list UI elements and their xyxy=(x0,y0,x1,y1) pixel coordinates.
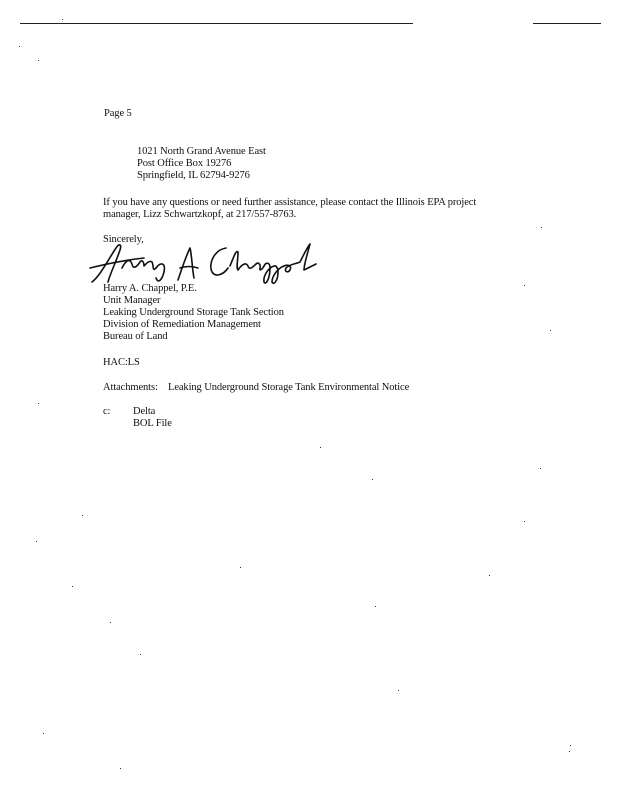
signatory-title: Unit Manager xyxy=(103,295,161,306)
scan-speck xyxy=(540,468,541,469)
attachments-label: Attachments: xyxy=(103,382,158,393)
scan-speck xyxy=(19,46,20,47)
scan-speck xyxy=(489,575,490,576)
scan-speck xyxy=(541,227,542,228)
scan-speck xyxy=(569,751,570,752)
signatory-division: Division of Remediation Management xyxy=(103,319,261,330)
scan-speck xyxy=(375,606,376,607)
signatory-name: Harry A. Chappel, P.E. xyxy=(103,283,197,294)
scan-speck xyxy=(372,479,373,480)
body-paragraph-line: If you have any questions or need further assistance, please contact the Illinois EPA project xyxy=(103,197,477,208)
scan-speck xyxy=(524,521,525,522)
scan-speck xyxy=(570,745,571,746)
scan-speck xyxy=(36,541,37,542)
scan-speck xyxy=(38,403,39,404)
handwritten-signature xyxy=(86,238,326,288)
cc-label: c: xyxy=(103,406,111,417)
top-rule-right xyxy=(533,23,601,24)
page-number: Page 5 xyxy=(104,108,132,119)
attachments-value: Leaking Underground Storage Tank Environmental Notice xyxy=(168,382,410,393)
scan-speck xyxy=(524,285,525,286)
scan-speck xyxy=(62,19,63,20)
scan-speck xyxy=(320,447,321,448)
body-paragraph-line: manager, Lizz Schwartzkopf, at 217/557-8763. xyxy=(103,209,297,220)
scan-speck xyxy=(398,690,399,691)
signatory-bureau: Bureau of Land xyxy=(103,331,168,342)
scan-speck xyxy=(550,330,551,331)
scan-speck xyxy=(82,515,83,516)
closing: Sincerely, xyxy=(103,234,144,245)
top-rule-left xyxy=(20,23,413,24)
reference-initials: HAC:LS xyxy=(103,357,140,368)
scan-speck xyxy=(120,768,121,769)
scan-speck xyxy=(110,622,111,623)
scan-speck xyxy=(38,60,39,61)
signatory-section: Leaking Underground Storage Tank Section xyxy=(103,307,284,318)
scan-speck xyxy=(43,733,44,734)
address-line: Post Office Box 19276 xyxy=(137,158,232,169)
cc-recipient: Delta xyxy=(133,406,156,417)
address-line: 1021 North Grand Avenue East xyxy=(137,146,266,157)
address-line: Springfield, IL 62794-9276 xyxy=(137,170,250,181)
cc-recipient: BOL File xyxy=(133,418,172,429)
scan-speck xyxy=(72,586,73,587)
scan-speck xyxy=(240,567,241,568)
scan-speck xyxy=(140,654,141,655)
